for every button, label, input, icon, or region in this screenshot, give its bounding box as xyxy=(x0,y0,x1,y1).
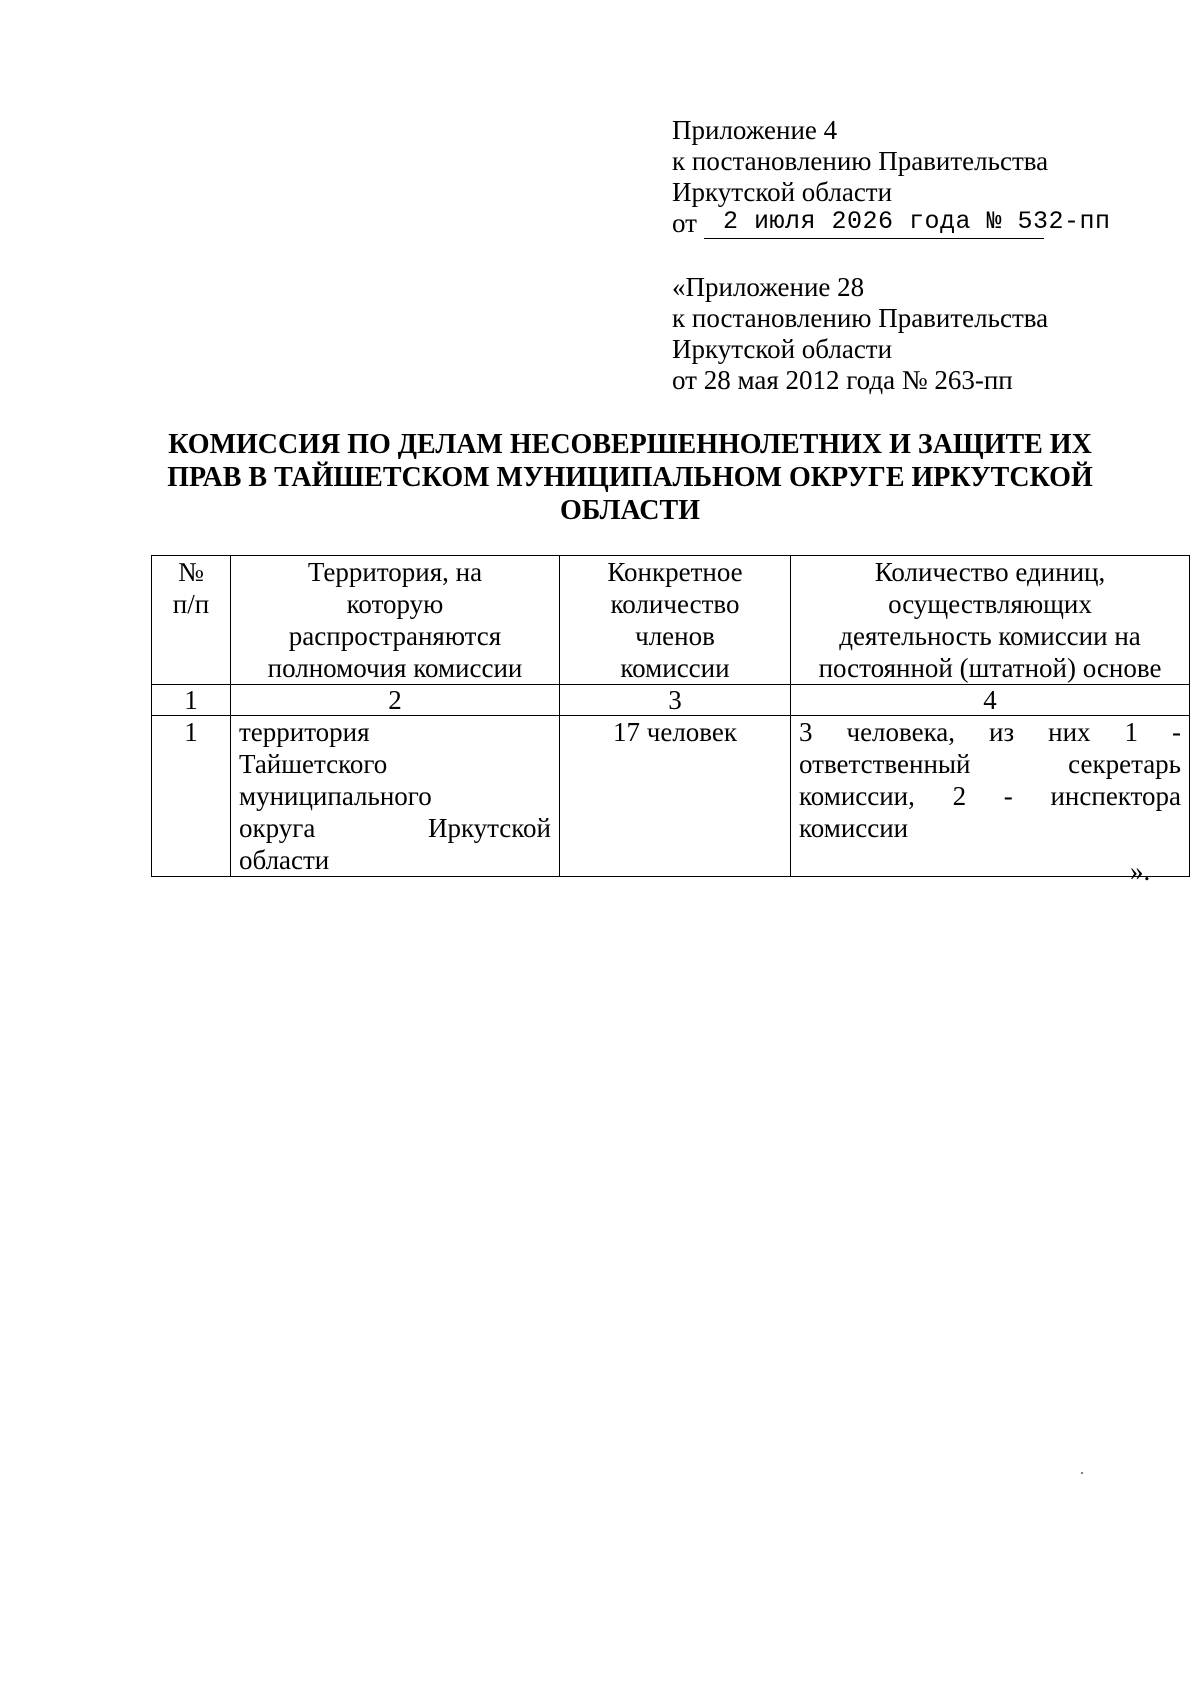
appendix-number: Приложение 4 xyxy=(672,115,838,145)
table-row xyxy=(152,716,1190,877)
appendix-reference: к постановлению Правительства xyxy=(672,146,1049,176)
column-number: 1 xyxy=(152,685,231,716)
typed-date-number: 2 июля 2026 года № 532-пп xyxy=(723,207,1111,236)
title-line: ОБЛАСТИ xyxy=(560,495,700,526)
appendix-date-line xyxy=(672,207,1111,239)
original-appendix-reference: к постановлению Правительства xyxy=(672,303,1049,333)
header-cell-territory: Территория, на которую распространяются полномочия комиссии xyxy=(231,556,560,685)
commission-table xyxy=(151,555,1190,877)
row-members: 17 человек xyxy=(560,716,791,877)
row-number: 1 xyxy=(152,716,231,877)
column-number: 4 xyxy=(791,685,1190,716)
appendix-header-original xyxy=(672,272,1048,396)
document-title xyxy=(150,428,1110,527)
date-prefix: от xyxy=(672,208,697,238)
column-number: 2 xyxy=(231,685,560,716)
original-appendix-number: «Приложение 28 xyxy=(672,272,865,302)
original-appendix-date: от 28 мая 2012 года № 263-пп xyxy=(672,365,1013,395)
scan-speck xyxy=(1081,1472,1083,1474)
header-cell-number: № п/п xyxy=(152,556,231,685)
appendix-header-current xyxy=(672,115,1111,239)
table-column-number-row xyxy=(152,685,1190,716)
closing-quote: ». xyxy=(1130,856,1151,886)
original-appendix-region: Иркутской области xyxy=(672,334,893,364)
appendix-region: Иркутской области xyxy=(672,177,893,207)
header-cell-staff: Количество единиц, осуществляющих деятельность комиссии на постоянной (штатной) основе xyxy=(791,556,1190,685)
row-staff: 3 человека, из них 1 - ответственный секретарь комиссии, 2 - инспектора комиссии xyxy=(791,716,1190,877)
column-number: 3 xyxy=(560,685,791,716)
header-cell-members: Конкретное количество членов комиссии xyxy=(560,556,791,685)
table-header-row xyxy=(152,556,1190,685)
row-territory: территория Тайшетского муниципального округа Иркутской области xyxy=(231,716,560,877)
title-line: КОМИССИЯ ПО ДЕЛАМ НЕСОВЕРШЕННОЛЕТНИХ И ЗАЩИТЕ ИХ xyxy=(168,429,1092,460)
title-line: ПРАВ В ТАЙШЕТСКОМ МУНИЦИПАЛЬНОМ ОКРУГЕ ИРКУТСКОЙ xyxy=(167,462,1093,493)
